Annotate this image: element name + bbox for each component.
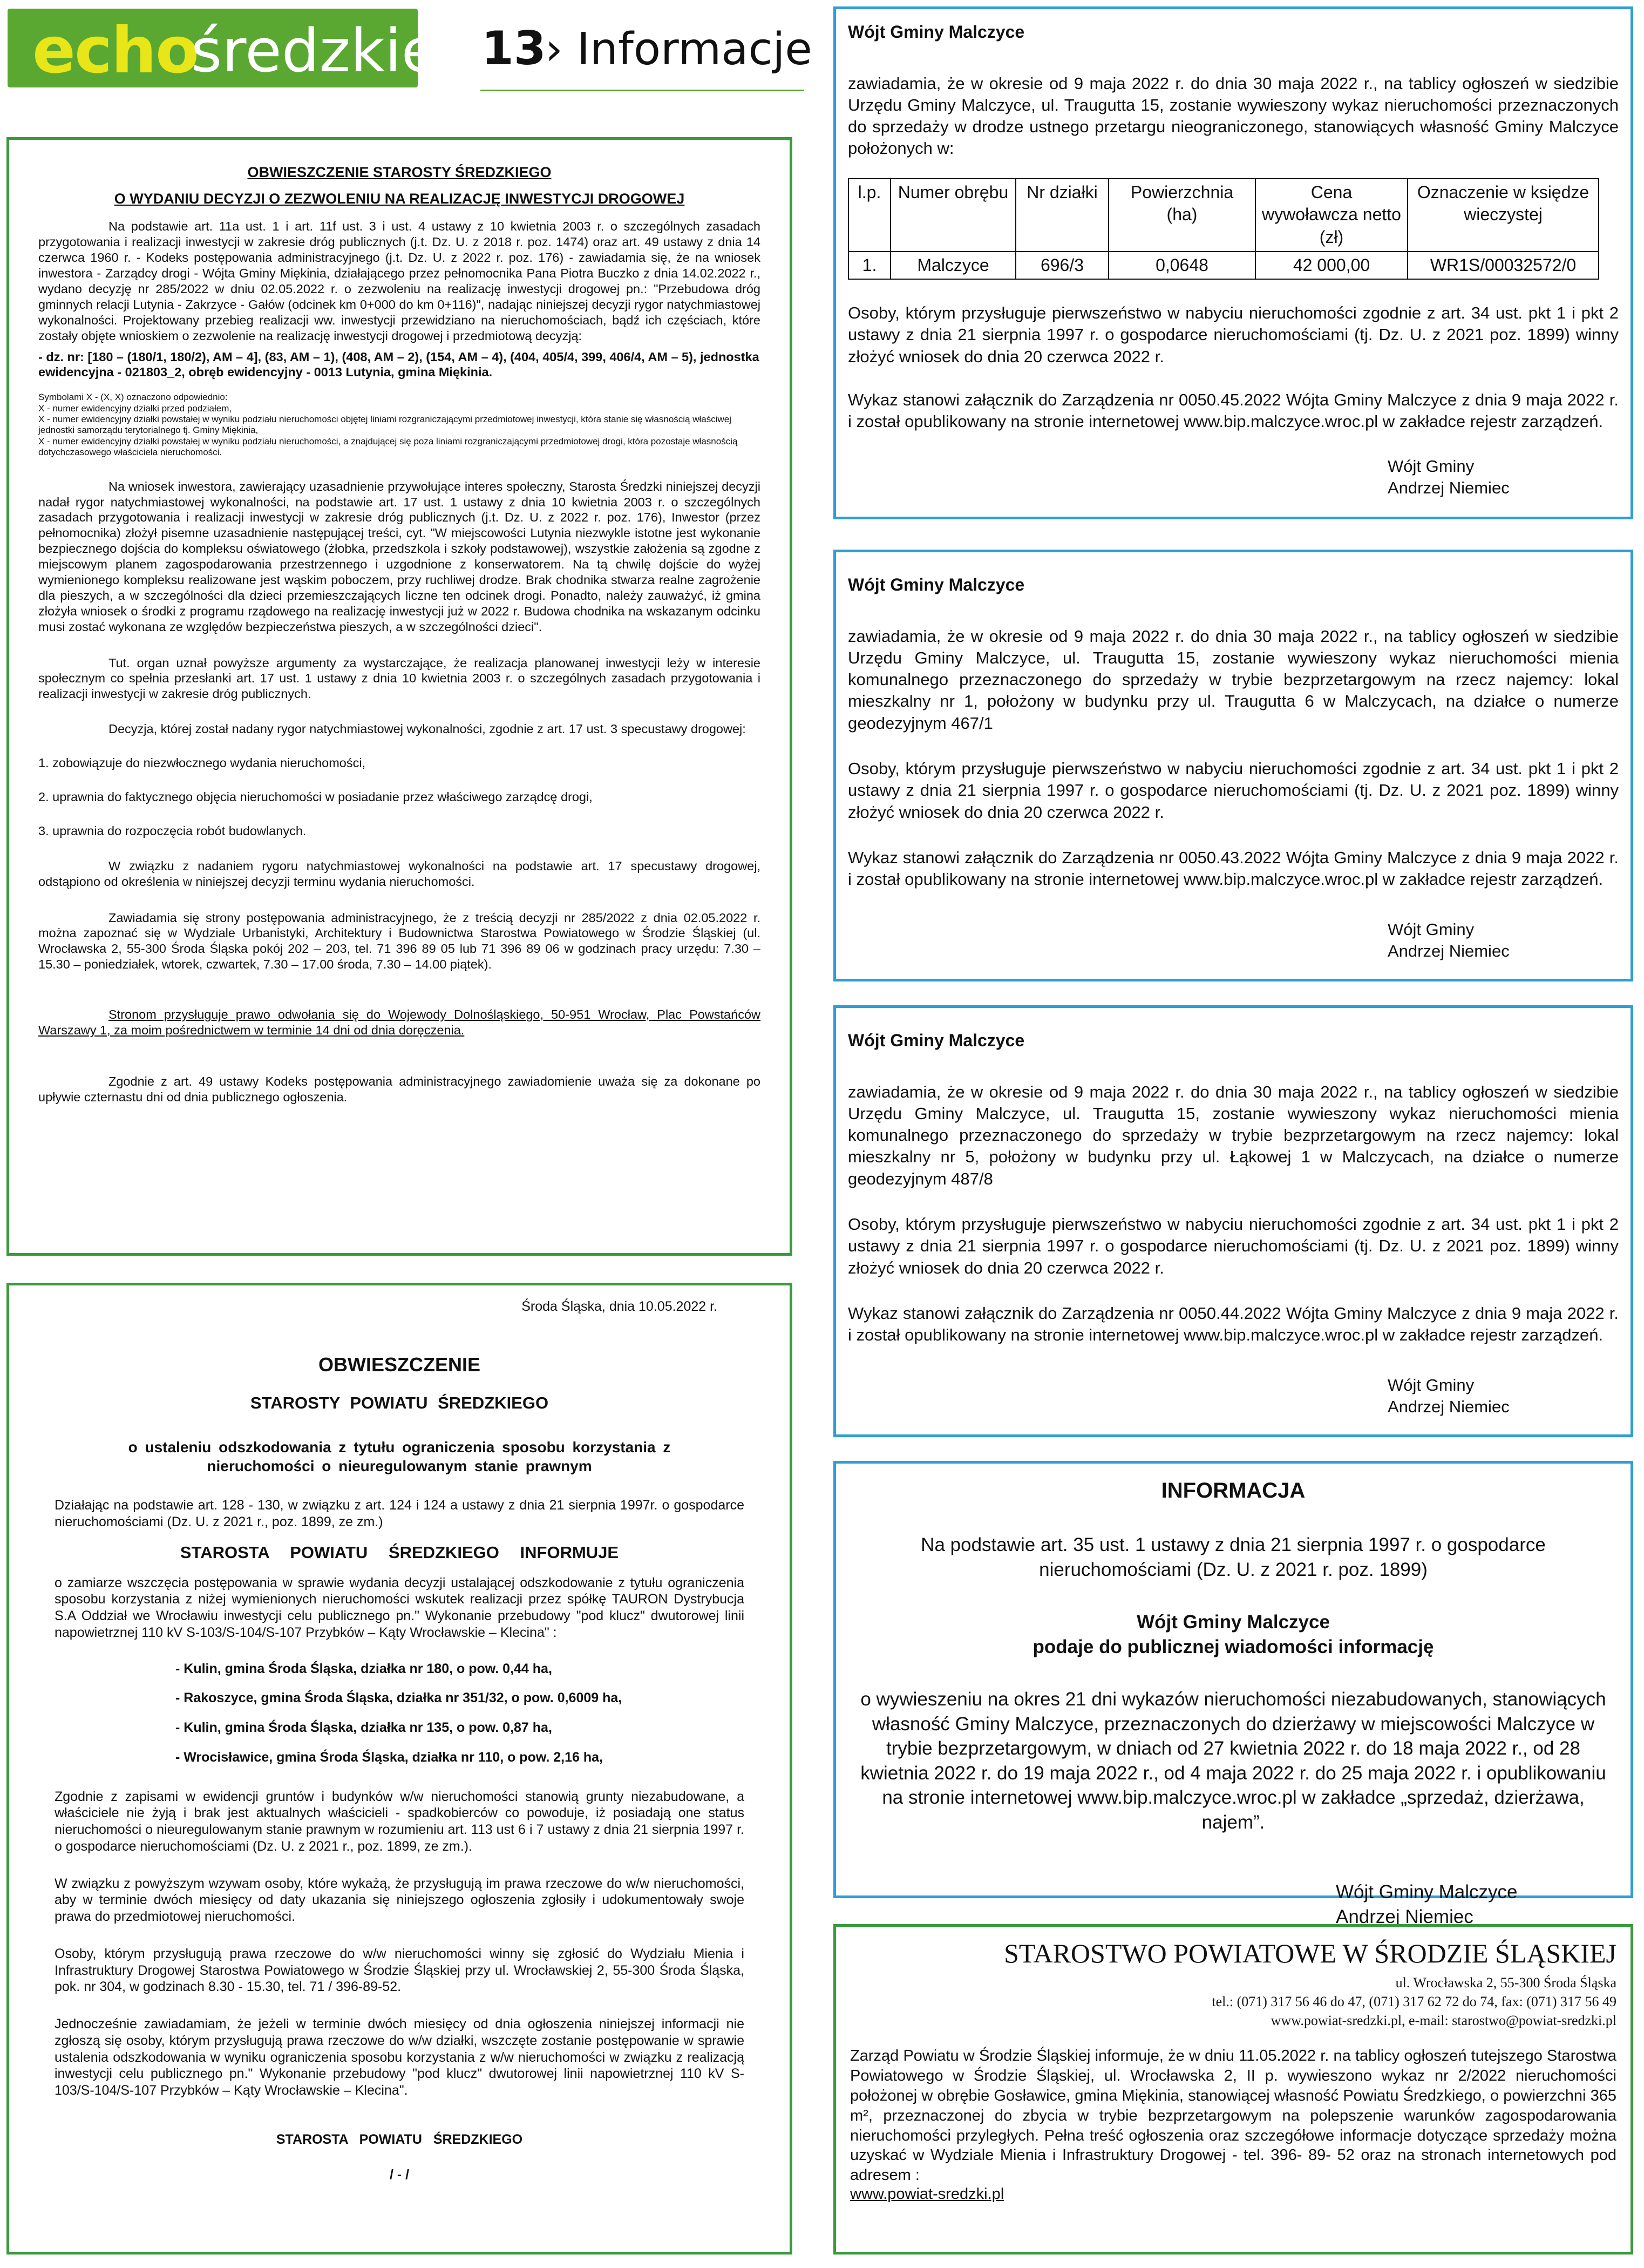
notice-paragraph: zawiadamia, że w okresie od 9 maja 2022 r. do dnia 30 maja 2022 r., na tablicy ogłoszeń w siedzibie Urzędu Gminy Malczyce, ul. Traugutta 15, zostanie wywieszony wykaz nieruchomości mienia komunalnego przeznaczonego do sprzedaży w trybie bezprzetargowym na rzecz najemcy: lokal mieszkalny nr 5, położony w budynku przy ul. Łąkowej 1 w Malczycach, na działce o numerze geodezyjnym 487/8 xyxy=(848,1082,1619,1188)
notice-heading: Wójt Gminy Malczyce xyxy=(848,575,1025,594)
header-divider xyxy=(480,90,804,91)
office-address: ul. Wrocławska 2, 55-300 Środa Śląska xyxy=(1395,1975,1616,1991)
notice-paragraph: Zgodnie z art. 49 ustawy Kodeks postępowania administracyjnego zawiadomienie uważa się za dokonane po upływie czternastu dni od dnia publicznego ogłoszenia. xyxy=(38,1074,760,1104)
notice-bold-line: Wójt Gminy Malczyce xyxy=(1137,1612,1330,1633)
notice-paragraph: o wywieszeniu na okres 21 dni wykazów nieruchomości niezabudowanych, stanowiących własność Gminy Malczyce, przeznaczonych do dzierżawy w miejscowości Malczyce w trybie bezprzetargowym, w dniach od 27 kwietnia 2022 r. do 18 maja 2022 r., od 28 kwietnia 2022 r. do 19 maja 2022 r., od 4 maja 2022 r. do 25 maja 2022 r. i opublikowaniu na stronie internetowej www.bip.malczyce.wroc.pl w zakładce „sprzedaż, dzierżawa, najem”. xyxy=(860,1689,1606,1833)
legend-line: X - numer ewidencyjny działki przed podziałem, xyxy=(38,403,232,414)
signature-role: Wójt Gminy Malczyce xyxy=(1336,1881,1518,1903)
notice-paragraph: Osoby, którym przysługują prawa rzeczowe do w/w nieruchomości winny się zgłosić do Wydziału Mienia i Infrastruktury Drogowej Starostwa Powiatowego w Środzie Śląskiej przy ul. Wrocławskiej 2, 55-300 Środa Śląska, pok. nr 304, w godzinach 8.30 - 15.30, tel. 71 / 396-89-52. xyxy=(55,1946,744,1995)
table-header: Nr działki xyxy=(1016,179,1109,252)
notice-paragraph: o zamiarze wszczęcia postępowania w sprawie wydania decyzji ustalającej odszkodowanie z tytułu ograniczenia sposobu korzystania z niżej wymienionych nieruchomości wskutek realizacji przez spółkę TAURON Dystrybucja S.A Oddział we Wrocławiu inwestycji celu publicznego pn." Wykonanie przebudowy "pod klucz" dwutorowej linii napowietrznej 110 kV S-103/S-104/S-107 Przybków – Kąty Wrocławskie – Klecina" : xyxy=(55,1575,744,1640)
notice-paragraph: Zarząd Powiatu w Środzie Śląskiej informuje, że w dniu 11.05.2022 r. na tablicy ogłoszeń tutejszego Starostwa Powiatowego w Środzie Śląskiej, ul. Wrocławska 2, II p. wywieszono wykaz nr 2/2022 nieruchomości położonej w obrębie Gosławice, gmina Miękinia, stanowiącej własność Powiatu Średzkiego, o powierzchni 365 m², przeznaczonej do zbycia w trybie bezprzetargowym na polepszenie warunków zagospodarowania nieruchomości przyległych. Pełna treść ogłoszenia oraz szczegółowe informacje dotyczące sprzedaży można uzyskać w Wydziale Mienia i Infrastruktury Drogowej - tel. 396- 89- 52 oraz na stronach internetowych pod adresem : xyxy=(850,2047,1616,2184)
brand-logo xyxy=(8,9,438,87)
notice-paragraph: Wykaz stanowi załącznik do Zarządzenia nr 0050.43.2022 Wójta Gminy Malczyce z dnia 9 maja 2022 r. i został opublikowany na stronie internetowej www.bip.malczyce.wroc.pl w zakładce rejestr zarządzeń. xyxy=(848,848,1619,889)
website-link[interactable]: www.powiat-sredzki.pl xyxy=(850,2185,1004,2203)
notice-sale-flat-1 xyxy=(833,550,1633,981)
notice-paragraph: zawiadamia, że w okresie od 9 maja 2022 r. do dnia 30 maja 2022 r., na tablicy ogłoszeń w siedzibie Urzędu Gminy Malczyce, ul. Traugutta 15, zostanie wywieszony wykaz nieruchomości przeznaczonych do sprzedaży w drodze ustnego przetargu nieograniczonego, stanowiących własność Gminy Malczyce położonych w: xyxy=(848,73,1619,158)
table-cell: Malczyce xyxy=(891,252,1016,280)
signature-role: Wójt Gminy xyxy=(1388,456,1475,476)
signature-name: Andrzej Niemiec xyxy=(1336,1906,1473,1927)
list-item: - Rakoszyce, gmina Środa Śląska, działka nr 351/32, o pow. 0,6009 ha, xyxy=(175,1690,622,1706)
legend-line: X - numer ewidencyjny działki powstałej w wyniku podziału nieruchomości objętej liniami rozgraniczającymi przedmiotowej inwestycji, która stanie się własnością właściwej jednostki samorządu terytorialnego tj. Gminy Miękinia, xyxy=(38,414,732,436)
list-item: - Kulin, gmina Środa Śląska, działka nr 180, o pow. 0,44 ha, xyxy=(175,1661,552,1676)
signature-name: Andrzej Niemiec xyxy=(1388,941,1510,960)
notice-paragraph: Osoby, którym przysługuje pierwszeństwo w nabyciu nieruchomości zgodnie z art. 34 ust. pkt 1 i pkt 2 ustawy z dnia 21 sierpnia 1997 r. o gospodarce nieruchomościami (tj. Dz. U. z 2021 poz. 1899) winny złożyć wniosek do dnia 20 czerwca 2022 r. xyxy=(848,1215,1619,1277)
parcel-list xyxy=(175,1661,744,1766)
table-header: Numer obrębu xyxy=(891,179,1016,252)
notice-heading: Wójt Gminy Malczyce xyxy=(848,22,1025,42)
notice-road-decision xyxy=(6,137,792,1256)
signature-role: Wójt Gminy xyxy=(1388,919,1475,939)
notice-paragraph: Wykaz stanowi załącznik do Zarządzenia nr 0050.45.2022 Wójta Gminy Malczyce z dnia 9 maja 2022 r. i został opublikowany na stronie internetowej www.bip.malczyce.wroc.pl w zakładce rejestr zarządzeń. xyxy=(848,390,1619,431)
office-title: STAROSTWO POWIATOWE W ŚRODZIE ŚLĄSKIEJ xyxy=(1004,1938,1616,1968)
notice-paragraph: Wykaz stanowi załącznik do Zarządzenia nr 0050.44.2022 Wójta Gminy Malczyce z dnia 9 maja 2022 r. i został opublikowany na stronie internetowej www.bip.malczyce.wroc.pl w zakładce rejestr zarządzeń. xyxy=(848,1303,1619,1345)
notice-subtitle: O WYDANIU DECYZJI O ZEZWOLENIU NA REALIZACJĘ INWESTYCJI DROGOWEJ xyxy=(114,191,685,207)
notice-bold-line: podaje do publicznej wiadomości informację xyxy=(1032,1636,1434,1657)
notice-paragraph: Tut. organ uznał powyższe argumenty za wystarczające, że realizacja planowanej inwestycji leży w interesie społecznym co spełnia przesłanki art. 17 ust. 1 ustawy z dnia 10 kwietnia 2003 r. o szczególnych zasadach przygotowania i realizacji inwestycji w zakresie dróg publicznych. xyxy=(38,655,760,701)
notice-title: INFORMACJA xyxy=(1161,1479,1306,1502)
table-cell: 42 000,00 xyxy=(1255,252,1408,280)
table-header: Powierzchnia (ha) xyxy=(1109,179,1255,252)
notice-title: OBWIESZCZENIE STAROSTY ŚREDZKIEGO xyxy=(247,164,552,180)
list-item: 2. uprawnia do faktycznego objęcia nieruchomości w posiadanie przez właściwego zarządcę drogi, xyxy=(38,790,593,804)
notice-sale-flat-5 xyxy=(833,1005,1633,1437)
table-cell: 696/3 xyxy=(1016,252,1109,280)
table-header-row xyxy=(848,179,1599,252)
notice-paragraph: Osoby, którym przysługuje pierwszeństwo w nabyciu nieruchomości zgodnie z art. 34 ust. pkt 1 i pkt 2 ustawy z dnia 21 sierpnia 1997 r. o gospodarce nieruchomościami (tj. Dz. U. z 2021 poz. 1899) winny złożyć wniosek do dnia 20 czerwca 2022 r. xyxy=(848,759,1619,822)
symbols-legend xyxy=(38,392,760,458)
notice-information xyxy=(833,1461,1633,1927)
notice-compensation xyxy=(6,1283,792,2255)
signature-role: Wójt Gminy xyxy=(1388,1375,1475,1394)
notice-sale-auction xyxy=(833,6,1633,519)
notice-subtitle: STAROSTY POWIATU ŚREDZKIEGO xyxy=(250,1393,549,1413)
list-item: - Kulin, gmina Środa Śląska, działka nr 135, o pow. 0,87 ha, xyxy=(175,1720,552,1736)
legend-line: X - numer ewidencyjny działki powstałej w wyniku podziału nieruchomości, a znajdującej się poza liniami rozgraniczającymi przedmiotowej drogi, która pozostaje własnością dotychczasowego właściciela nieruchomości. xyxy=(38,436,738,458)
table-cell: 1. xyxy=(848,252,891,280)
notice-heading: Wójt Gminy Malczyce xyxy=(848,1031,1025,1050)
section-title: › Informacje xyxy=(545,24,812,75)
notice-date: Środa Śląska, dnia 10.05.2022 r. xyxy=(521,1299,717,1314)
parcel-list: - dz. nr: [180 – (180/1, 180/2), AM – 4], (83, AM – 1), (408, AM – 2), (154, AM – 4), (404, 405/4, 399, 406/4, AM – 5), jednostka ewidencyjna - 021803_2, obręb ewidencyjny - 0013 Lutynia, gmina Miękinia. xyxy=(38,349,759,380)
notice-paragraph: Na wniosek inwestora, zawierający uzasadnienie przywołujące interes społeczny, Starosta Średzki niniejszej decyzji nadał rygor natychmiastowej wykonalności, na podstawie art. 17 ust. 1 ustawy z dnia 10 kwietnia 2003 r. o szczególnych zasadach przygotowania i realizacji inwestycji w zakresie dróg publicznych (j.t. Dz. U. z 2022 r. poz. 176), Inwestor (przez pełnomocnika) złożył pisemne uzasadnienie następującej treści, cyt. "W miejscowości Lutynia niezwykle istotne jest wykonanie bezpiecznego dojścia do kompleksu oświatowego (żłobka, przedszkola i szkoły podstawowej), wszystkie założenia są zgodne z miejscowym planem zagospodarowania przestrzennego i uzgodnione z konserwatorem. Na tą chwilę dojście do wyżej wymienionego kompleksu realizowane jest wąskim poboczem, przy ruchliwej drodze. Brak chodnika stwarza realne zagrożenie dla pieszych, a w szczególności dla dzieci przemieszczających liczne ten odcinek drogi. Ponadto, należy zauważyć, iż gmina złożyła wniosek o środki z programu rządowego na realizację inwestycji już w 2022 r. Budowa chodnika na wskazanym odcinku musi zostać wykonana ze względów bezpieczeństwa pieszych, a w szczególności dzieci". xyxy=(38,479,760,634)
notice-paragraph: Decyzja, której został nadany rygor natychmiastowej wykonalności, zgodnie z art. 17 ust. 3 specustawy drogowej: xyxy=(108,722,746,736)
table-cell: 0,0648 xyxy=(1109,252,1255,280)
notice-paragraph: Na podstawie art. 35 ust. 1 ustawy z dnia 21 sierpnia 1997 r. o gospodarce nieruchomościami (Dz. U. z 2021 r. poz. 1899) xyxy=(921,1534,1546,1580)
notice-paragraph: Zawiadamia się strony postępowania administracyjnego, że z treścią decyzji nr 285/2022 z dnia 02.05.2022 r. można zapoznać się w Wydziale Urbanistyki, Architektury i Budownictwa Starostwa Powiatowego w Środzie Śląskiej (ul. Wrocławska 2, 55-300 Środa Śląska pokój 202 – 203, tel. 71 396 89 05 lub 71 396 89 06 w godzinach pracy urzędu: 7.30 – 15.30 – poniedziałek, wtorek, czwartek, 7.30 – 17.00 środa, 7.30 – 14.00 piątek). xyxy=(38,910,760,972)
footer-mark: / - / xyxy=(389,2167,410,2182)
office-contact xyxy=(850,1973,1616,2030)
notice-title: OBWIESZCZENIE xyxy=(318,1353,480,1376)
office-phone: tel.: (071) 317 56 46 do 47, (071) 317 62 72 do 74, fax: (071) 317 56 49 xyxy=(1212,1994,1616,2010)
table-header: Cena wywoławcza netto (zł) xyxy=(1255,179,1408,252)
signature-name: Andrzej Niemiec xyxy=(1388,478,1510,497)
table-cell: WR1S/00032572/0 xyxy=(1408,252,1599,280)
table-header: Oznaczenie w księdze wieczystej xyxy=(1408,179,1599,252)
list-item: 3. uprawnia do rozpoczęcia robót budowlanych. xyxy=(38,823,307,838)
list-item: - Wrocisławice, gmina Środa Śląska, działka nr 110, o pow. 2,16 ha, xyxy=(175,1749,603,1765)
informs-heading: STAROSTA POWIATU ŚREDZKIEGO INFORMUJE xyxy=(180,1542,619,1562)
legend-line: Symbolami X - (X, X) oznaczono odpowiednio: xyxy=(38,392,228,403)
notice-paragraph: Jednocześnie zawiadamiam, że jeżeli w terminie dwóch miesięcy od dnia ogłoszenia niniejszej informacji nie zgłoszą się osoby, którym przysługują prawa rzeczowe do w/w działki, wszczęte zostanie postępowanie w sprawie ustalenia odszkodowania w wyniku ograniczenia sposobu korzystania z w/w nieruchomości w związku z realizacją inwestycji celu publicznego pn." Wykonanie przebudowy "pod klucz" dwutorowej linii napowietrznej 110 kV S-103/S-104/S-107 Przybków – Kąty Wrocławskie – Klecina". xyxy=(55,2016,744,2098)
brand-sredzkie: średzkie xyxy=(191,16,438,85)
notice-paragraph: Osoby, którym przysługuje pierwszeństwo w nabyciu nieruchomości zgodnie z art. 34 ust. pkt 1 i pkt 2 ustawy z dnia 21 sierpnia 1997 r. o gospodarce nieruchomościami (tj. Dz. U. z 2021 poz. 1899) winny złożyć wniosek do dnia 20 czerwca 2022 r. xyxy=(848,303,1619,366)
notice-paragraph: Na podstawie art. 11a ust. 1 i art. 11f ust. 3 i ust. 4 ustawy z 10 kwietnia 2003 r. o szczególnych zasadach przygotowania i realizacji inwestycji w zakresie dróg publicznych (j.t. Dz. U. z 2018 r. poz. 1474) oraz art. 49 ustawy z dnia 14 czerwca 1960 r. - Kodeks postępowania administracyjnego (j.t. Dz. U. z 2022 r. poz. 176) - zawiadamia się, że na wniosek inwestora - Zarządcy drogi - Wójta Gminy Miękinia, działającego przez pełnomocnika Pana Piotra Buczko z dnia 14.02.2022 r., wydano decyzję nr 285/2022 w dniu 02.05.2022 r. o zezwoleniu na realizację inwestycji drogowej pn.: "Przebudowa dróg gminnych relacji Lutynia - Zakrzyce - Gałów (odcinek km 0+000 do km 0+116)", nadając niniejszej decyzji rygor natychmiastowej wykonalności. Projektowany przebieg realizacji ww. inwestycji przewidziano na nieruchomościach, bądź ich częściach, które zostały objęte wnioskiem o zezwolenie na realizację inwestycji drogowej i przedmiotową decyzją: xyxy=(38,219,760,343)
office-web: www.powiat-sredzki.pl, e-mail: starostwo@powiat-sredzki.pl xyxy=(1271,2013,1616,2029)
page-number: 13 xyxy=(481,22,546,76)
notice-paragraph: W związku z nadaniem rygoru natychmiastowej wykonalności na podstawie art. 17 specustawy drogowej, odstąpiono od określenia w niniejszej decyzji terminu wydania nieruchomości. xyxy=(38,858,760,889)
brand-echo: echo xyxy=(32,13,199,87)
signature-name: Andrzej Niemiec xyxy=(1388,1397,1510,1416)
notice-subject: o ustaleniu odszkodowania z tytułu ograniczenia sposobu korzystania z nieruchomości o nieuregulowanym stanie prawnym xyxy=(128,1439,671,1474)
list-item: 1. zobowiązuje do niezwłocznego wydania nieruchomości, xyxy=(38,756,366,770)
notice-paragraph: Zgodnie z zapisami w ewidencji gruntów i budynków w/w nieruchomości stanowią grunty niezabudowane, a właściciele nie żyją i brak jest aktualnych właścicieli - spadkobierców co powoduje, iż posiadają one status nieruchomości o nieuregulowanym stanie prawnym w rozumieniu art. 113 ust 6 i 7 ustawy z dnia 21 sierpnia 1997 r. o gospodarce nieruchomościami (Dz. U. z 2021 r., poz. 1899, ze zm.). xyxy=(55,1789,744,1854)
signature: STAROSTA POWIATU ŚREDZKIEGO xyxy=(276,2131,523,2147)
notice-paragraph: Działając na podstawie art. 128 - 130, w związku z art. 124 i 124 a ustawy z dnia 21 sierpnia 1997r. o gospodarce nieruchomościami (Dz. U. z 2021 r., poz. 1899, ze zm.) xyxy=(55,1498,744,1529)
appeal-info: Stronom przysługuje prawo odwołania się do Wojewody Dolnośląskiego, 50-951 Wrocław, Plac Powstańców Warszawy 1, za moim pośrednictwem w terminie 14 dni od dnia doręczenia. xyxy=(38,1007,760,1038)
table-header: l.p. xyxy=(848,179,891,252)
notice-paragraph: W związku z powyższym wzywam osoby, które wykażą, że przysługują im prawa rzeczowe do w/w nieruchomości, aby w terminie dwóch miesięcy od daty ukazania się niniejszego ogłoszenia zgłosiły i udokumentowały swoje prawa do przedmiotowej nieruchomości. xyxy=(55,1876,744,1925)
notice-paragraph: zawiadamia, że w okresie od 9 maja 2022 r. do dnia 30 maja 2022 r., na tablicy ogłoszeń w siedzibie Urzędu Gminy Malczyce, ul. Traugutta 15, zostanie wywieszony wykaz nieruchomości mienia komunalnego przeznaczonego do sprzedaży w trybie bezprzetargowym na rzecz najemcy: lokal mieszkalny nr 1, położony w budynku przy ul. Traugutta 6 w Malczycach, na działce o numerze geodezyjnym 467/1 xyxy=(848,626,1619,733)
table-row xyxy=(848,252,1599,280)
notice-starostwo xyxy=(833,1924,1633,2255)
property-table xyxy=(848,178,1599,280)
